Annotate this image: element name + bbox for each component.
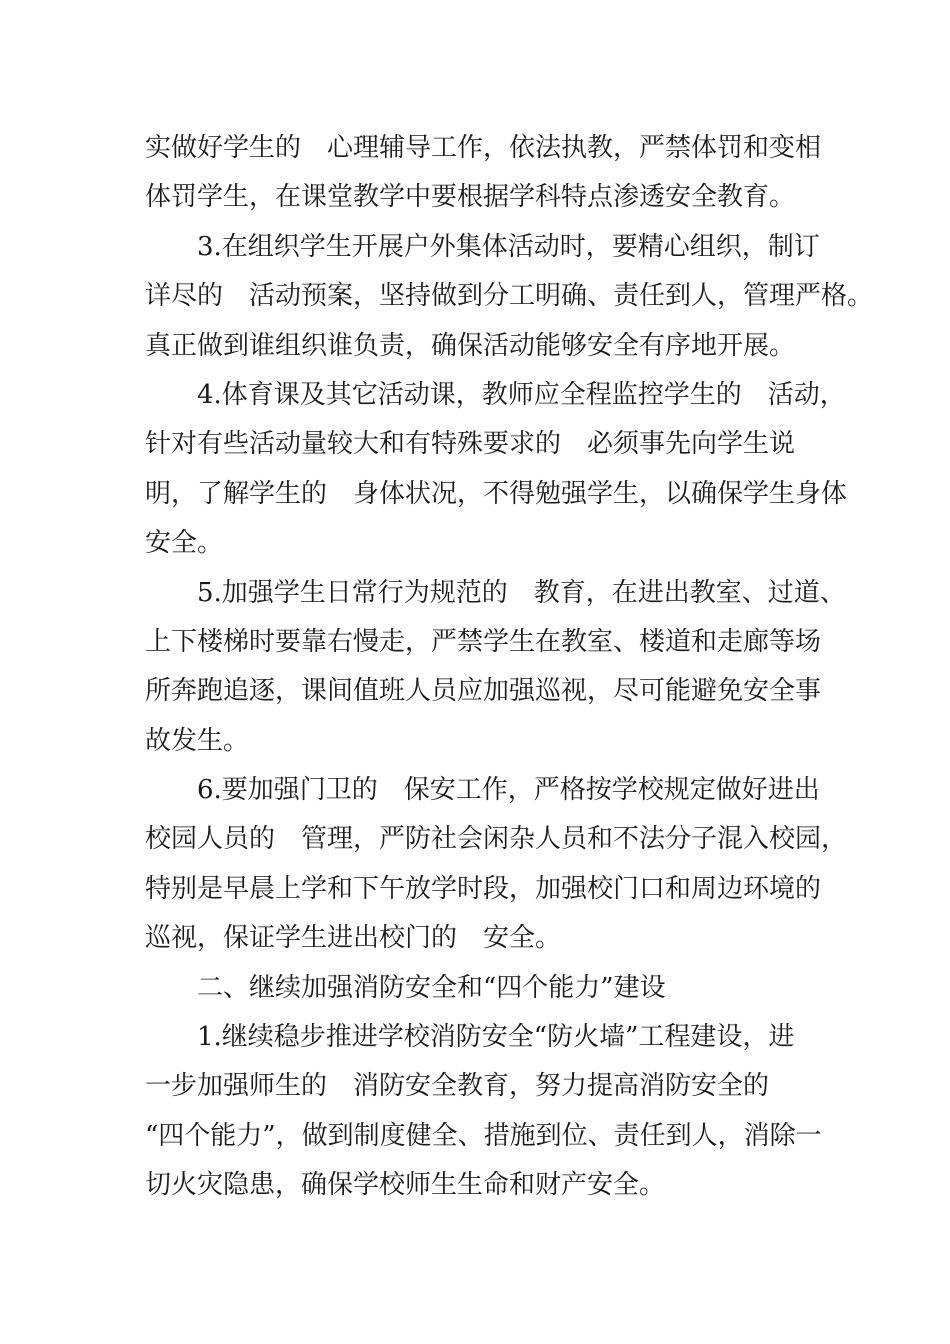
- text-line: 体罚学生，在课堂教学中要根据学科特点渗透安全教育。: [145, 182, 796, 213]
- document-body: [145, 124, 874, 1211]
- text-line: 一步加强师生的 消防安全教育，努力提高消防安全的: [145, 1071, 770, 1102]
- text-line: 实做好学生的 心理辅导工作，依法执教，严禁体罚和变相: [145, 133, 822, 163]
- text-line: 巡视，保证学生进出校门的 安全。: [145, 923, 562, 954]
- section-heading: 二、继续加强消防安全和“四个能力”建设: [197, 972, 666, 1003]
- text-line: 上下楼梯时要靠右慢走，严禁学生在教室、楼道和走廊等场: [145, 626, 822, 657]
- text-line: “四个能力”，做到制度健全、措施到位、责任到人，消除一: [145, 1120, 822, 1151]
- text-line: 特别是早晨上学和下午放学时段，加强校门口和周边环境的: [145, 873, 822, 904]
- text-line: 4.体育课及其它活动课，教师应全程监控学生的 活动，: [197, 379, 846, 410]
- text-line: 5.加强学生日常行为规范的 教育，在进出教室、过道、: [197, 577, 846, 608]
- text-line: 6.要加强门卫的 保安工作，严格按学校规定做好进出: [197, 775, 820, 806]
- text-line: 校园人员的 管理，严防社会闲杂人员和不法分子混入校园，: [145, 824, 848, 855]
- text-line: 所奔跑追逐，课间值班人员应加强巡视，尽可能避免安全事: [145, 676, 822, 707]
- text-line: 真正做到谁组织谁负责，确保活动能够安全有序地开展。: [145, 330, 796, 361]
- text-line: 故发生。: [145, 725, 250, 756]
- text-line: 详尽的 活动预案，坚持做到分工明确、责任到人，管理严格。: [145, 281, 874, 312]
- text-line: 明，了解学生的 身体状况，不得勉强学生，以确保学生身体: [145, 478, 848, 509]
- text-line: 切火灾隐患，确保学校师生生命和财产安全。: [145, 1170, 666, 1201]
- text-line: 安全。: [145, 528, 224, 559]
- text-line: 1.继续稳步推进学校消防安全“防火墙”工程建设，进: [197, 1022, 795, 1053]
- text-line: 针对有些活动量较大和有特殊要求的 必须事先向学生说: [145, 429, 796, 460]
- text-line: 3.在组织学生开展户外集体活动时，要精心组织，制订: [197, 231, 820, 262]
